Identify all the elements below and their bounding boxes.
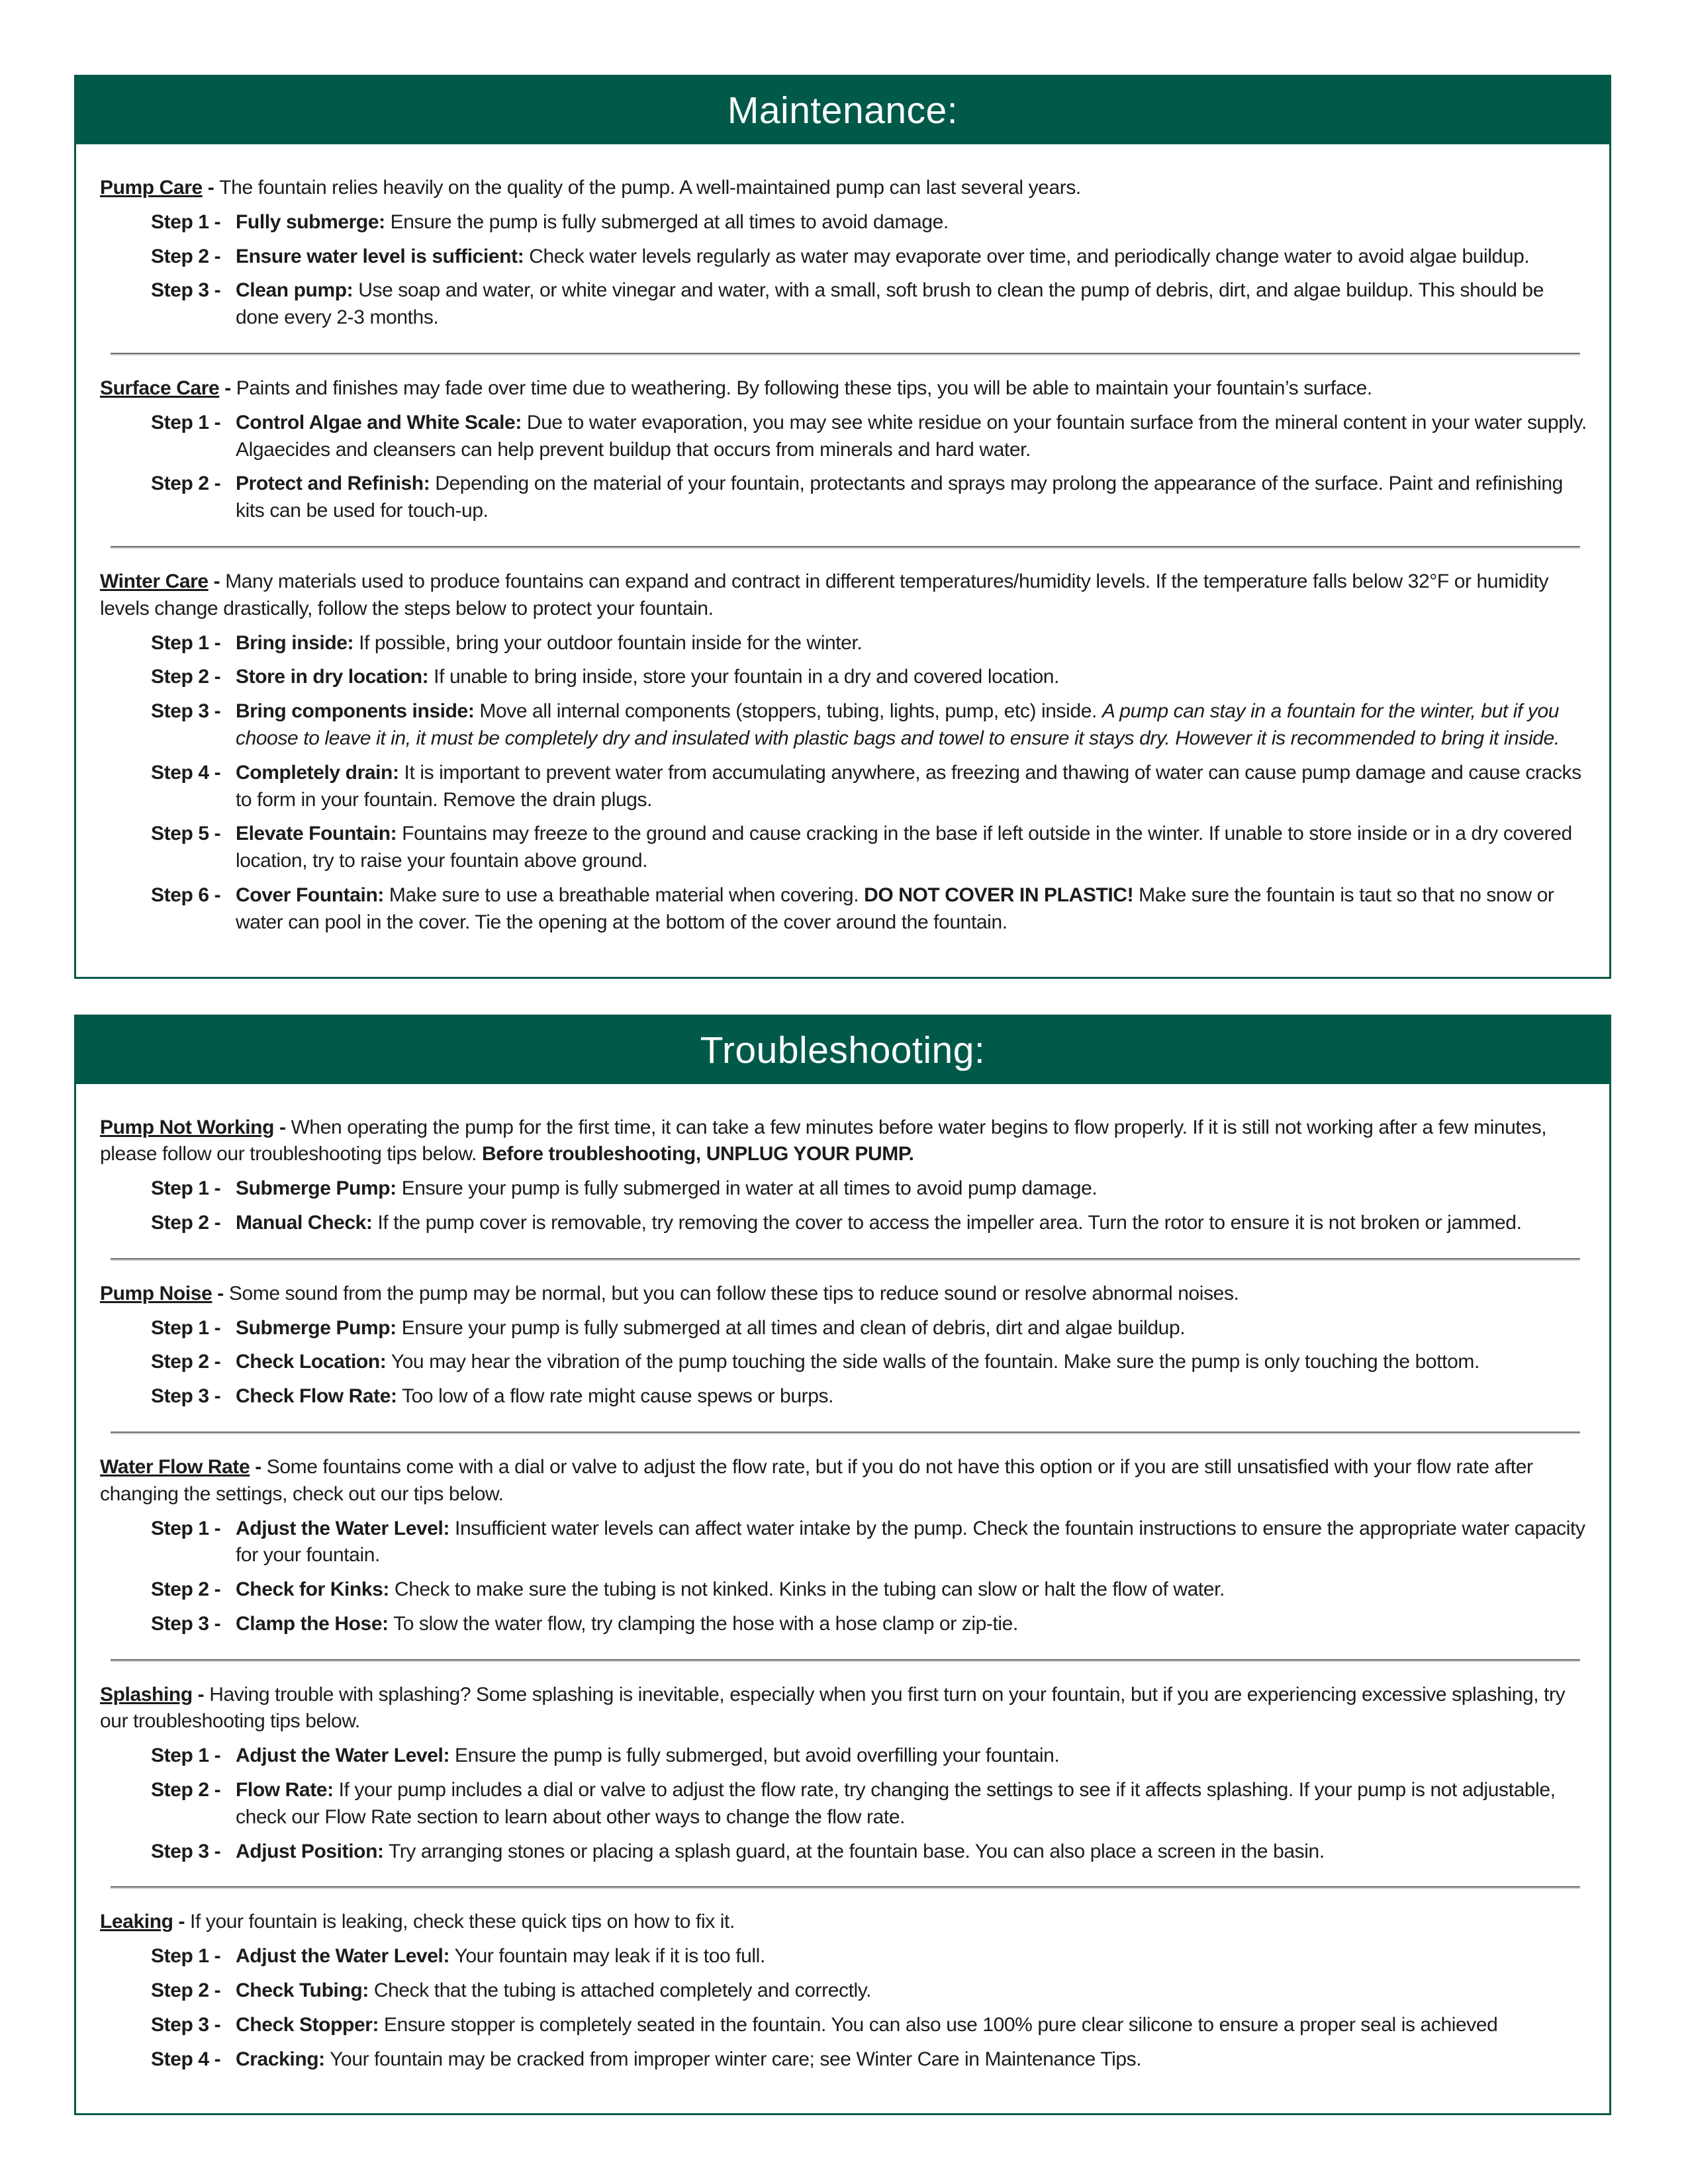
section-leaking xyxy=(100,1909,1591,2073)
section-dash: - xyxy=(219,377,236,399)
maintenance-header-bar xyxy=(76,77,1609,144)
step-title: Adjust the Water Level: xyxy=(236,1745,450,1767)
text-run: Move all internal components (stoppers, tubing, lights, pump, etc) inside. xyxy=(474,700,1102,723)
step-body xyxy=(236,410,1591,464)
text-run: Depending on the material of your fountain, protectants and sprays may prolong the appearance of the surface. Paint and refinishing kits can be used for touch-up. xyxy=(236,473,1563,522)
step-body xyxy=(236,1611,1591,1638)
text-run: Check water levels regularly as water may evaporate over time, and periodically change water to avoid algae buildup. xyxy=(524,245,1530,267)
step-title: Ensure water level is sufficient: xyxy=(236,245,524,267)
step-label: Step 2 - xyxy=(151,666,221,688)
step-body xyxy=(236,698,1591,752)
section-surface-care xyxy=(100,375,1591,525)
text-run: Ensure the pump is fully submerged at all times to avoid damage. xyxy=(385,210,949,233)
section-separator xyxy=(111,1886,1580,1889)
step-label: Step 2 - xyxy=(151,1779,221,1801)
troubleshooting-title: Troubleshooting: xyxy=(700,1028,986,1071)
step-title: Store in dry location: xyxy=(236,666,429,688)
step-label: Step 2 - xyxy=(151,1211,221,1234)
troubleshooting-content xyxy=(76,1084,1609,2114)
step-body xyxy=(236,2012,1591,2039)
step-row xyxy=(151,1839,1591,1866)
text-run: It is important to prevent water from accumulating anywhere, as freezing and thawing of water can cause pump damage and cause cracks to form in your fountain. Remove the drain plugs. xyxy=(236,761,1581,811)
step-row xyxy=(151,244,1591,271)
troubleshooting-header-bar xyxy=(76,1017,1609,1084)
section-intro xyxy=(100,375,1591,402)
step-row xyxy=(151,1943,1591,1970)
step-row xyxy=(151,209,1591,236)
step-body xyxy=(236,471,1591,525)
step-body xyxy=(236,630,1591,657)
step-title: Clean pump: xyxy=(236,279,353,302)
text-run: Use soap and water, or white vinegar and water, with a small, soft brush to clean the pump of debris, dirt, and algae buildup. This should be done every 2-3 months. xyxy=(236,279,1544,329)
step-title: Check for Kinks: xyxy=(236,1578,389,1601)
step-body xyxy=(236,1839,1591,1866)
section-water-flow-rate xyxy=(100,1454,1591,1638)
step-title: Submerge Pump: xyxy=(236,1177,397,1200)
text-run: Make sure to use a breathable material when covering. xyxy=(384,884,865,906)
section-dash: - xyxy=(202,177,220,199)
text-run: Having trouble with splashing? Some splashing is inevitable, especially when you first turn on your fountain, but if you are experiencing excessive splashing, try our troubleshooting tips below. xyxy=(100,1683,1566,1733)
step-row xyxy=(151,1175,1591,1203)
text-run: Your fountain may be cracked from improper winter care; see Winter Care in Maintenance Tips. xyxy=(324,2048,1142,2070)
step-title: Manual Check: xyxy=(236,1211,373,1234)
step-body xyxy=(236,1175,1591,1203)
section-intro xyxy=(100,1115,1591,1169)
text-run: If your pump includes a dial or valve to adjust the flow rate, try changing the settings to see if it affects splashing. If your pump is not adjustable, check our Flow Rate section to learn about other ways to change the flow rate. xyxy=(236,1779,1556,1828)
step-title: Fully submerge: xyxy=(236,210,385,233)
section-separator xyxy=(111,1432,1580,1434)
text-run: Check to make sure the tubing is not kinked. Kinks in the tubing can slow or halt the flow of water. xyxy=(389,1578,1225,1601)
step-title: Adjust the Water Level: xyxy=(236,1517,450,1539)
section-heading: Splashing xyxy=(100,1683,193,1706)
step-title: Check Location: xyxy=(236,1351,387,1373)
step-title: Elevate Fountain: xyxy=(236,823,397,845)
step-body xyxy=(236,1349,1591,1376)
step-label: Step 6 - xyxy=(151,884,221,906)
text-run: Too low of a flow rate might cause spews or burps. xyxy=(397,1385,834,1408)
section-separator xyxy=(111,353,1580,355)
step-title: Protect and Refinish: xyxy=(236,473,430,495)
step-row xyxy=(151,1743,1591,1770)
step-title: Control Algae and White Scale: xyxy=(236,411,522,433)
step-body xyxy=(236,1978,1591,2005)
step-row xyxy=(151,1516,1591,1570)
step-title: Submerge Pump: xyxy=(236,1316,397,1339)
section-intro xyxy=(100,1454,1591,1508)
section-heading: Leaking xyxy=(100,1911,173,1933)
step-title: Completely drain: xyxy=(236,761,399,784)
section-intro xyxy=(100,175,1591,202)
step-title: Check Flow Rate: xyxy=(236,1385,397,1408)
step-row xyxy=(151,698,1591,752)
step-title: Bring components inside: xyxy=(236,700,475,723)
step-title: Cracking: xyxy=(236,2048,325,2070)
step-body xyxy=(236,1743,1591,1770)
step-body xyxy=(236,1210,1591,1237)
section-intro xyxy=(100,1682,1591,1736)
step-row xyxy=(151,664,1591,691)
section-heading: Surface Care xyxy=(100,377,220,399)
maintenance-content xyxy=(76,144,1609,977)
step-row xyxy=(151,1978,1591,2005)
step-body xyxy=(236,1383,1591,1410)
step-label: Step 2 - xyxy=(151,473,221,495)
text-run: If unable to bring inside, store your fountain in a dry and covered location. xyxy=(428,666,1059,688)
step-body xyxy=(236,1943,1591,1970)
step-title: Adjust the Water Level: xyxy=(236,1945,450,1968)
text-run: Fountains may freeze to the ground and cause cracking in the base if left outside in the winter. If unable to store inside or in a dry covered location, try to raise your fountain above ground. xyxy=(236,823,1572,872)
step-row xyxy=(151,1349,1591,1376)
step-row xyxy=(151,630,1591,657)
text-run: Ensure your pump is fully submerged at all times and clean of debris, dirt and algae buildup. xyxy=(396,1316,1186,1339)
step-row xyxy=(151,2012,1591,2039)
step-label: Step 1 - xyxy=(151,1945,221,1968)
step-body xyxy=(236,244,1591,271)
step-title: Bring inside: xyxy=(236,631,354,654)
step-row xyxy=(151,2046,1591,2073)
step-row xyxy=(151,410,1591,464)
section-intro xyxy=(100,1281,1591,1308)
step-label: Step 4 - xyxy=(151,761,221,784)
step-label: Step 1 - xyxy=(151,631,221,654)
step-label: Step 3 - xyxy=(151,700,221,723)
section-pump-care xyxy=(100,175,1591,332)
step-title: Check Tubing: xyxy=(236,1979,369,2002)
step-row xyxy=(151,1777,1591,1831)
text-run: The fountain relies heavily on the quality of the pump. A well-maintained pump can last several years. xyxy=(219,177,1081,199)
step-label: Step 1 - xyxy=(151,210,221,233)
step-label: Step 1 - xyxy=(151,1745,221,1767)
section-dash: - xyxy=(173,1911,191,1933)
step-label: Step 5 - xyxy=(151,823,221,845)
step-body xyxy=(236,821,1591,875)
text-run: Paints and finishes may fade over time due to weathering. By following these tips, you will be able to maintain your fountain’s surface. xyxy=(236,377,1372,399)
text-run: Some fountains come with a dial or valve to adjust the flow rate, but if you do not have this option or if you are still unsatisfied with your flow rate after changing the settings, check out our tips below. xyxy=(100,1455,1533,1505)
section-heading: Winter Care xyxy=(100,570,209,592)
step-row xyxy=(151,821,1591,875)
section-intro xyxy=(100,569,1591,623)
text-run: Check that the tubing is attached completely and correctly. xyxy=(368,1979,872,2002)
text-run: Due to water evaporation, you may see white residue on your fountain surface from the mineral content in your water supply. Algaecides and cleansers can help prevent buildup that occurs from minerals and hard water. xyxy=(236,411,1587,461)
text-run: Ensure the pump is fully submerged, but avoid overfilling your fountain. xyxy=(449,1745,1060,1767)
section-winter-care xyxy=(100,569,1591,936)
maintenance-box xyxy=(74,75,1611,979)
step-label: Step 3 - xyxy=(151,279,221,302)
step-label: Step 2 - xyxy=(151,1351,221,1373)
section-intro xyxy=(100,1909,1591,1936)
text-run: Ensure stopper is completely seated in the fountain. You can also use 100% pure clear silicone to ensure a proper seal is achieved xyxy=(379,2013,1498,2036)
step-title: Clamp the Hose: xyxy=(236,1612,389,1635)
text-run: To slow the water flow, try clamping the hose with a hose clamp or zip-tie. xyxy=(388,1612,1018,1635)
step-body xyxy=(236,2046,1591,2073)
step-body xyxy=(236,209,1591,236)
section-separator xyxy=(111,546,1580,549)
text-run: Try arranging stones or placing a splash guard, at the fountain base. You can also place a screen in the basin. xyxy=(383,1840,1325,1862)
text-run: You may hear the vibration of the pump touching the side walls of the fountain. Make sure the pump is only touching the bottom. xyxy=(386,1351,1479,1373)
step-label: Step 2 - xyxy=(151,1979,221,2002)
section-dash: - xyxy=(274,1116,291,1138)
section-separator xyxy=(111,1258,1580,1261)
step-label: Step 1 - xyxy=(151,1177,221,1200)
section-dash: - xyxy=(212,1282,229,1304)
step-body xyxy=(236,882,1591,936)
step-body xyxy=(236,1576,1591,1604)
section-heading: Pump Care xyxy=(100,177,203,199)
section-dash: - xyxy=(250,1455,267,1478)
troubleshooting-box xyxy=(74,1015,1611,2116)
step-row xyxy=(151,471,1591,525)
text-run: If possible, bring your outdoor fountain inside for the winter. xyxy=(353,631,863,654)
step-body xyxy=(236,760,1591,814)
step-body xyxy=(236,1777,1591,1831)
step-title: Check Stopper: xyxy=(236,2013,379,2036)
section-dash: - xyxy=(208,570,226,592)
step-label: Step 3 - xyxy=(151,1840,221,1862)
section-heading: Pump Noise xyxy=(100,1282,212,1304)
step-row xyxy=(151,1576,1591,1604)
text-run: If your fountain is leaking, check these quick tips on how to fix it. xyxy=(190,1911,735,1933)
step-row xyxy=(151,277,1591,332)
text-run: Before troubleshooting, UNPLUG YOUR PUMP. xyxy=(481,1143,914,1165)
section-dash: - xyxy=(192,1683,210,1706)
step-title: Adjust Position: xyxy=(236,1840,384,1862)
step-row xyxy=(151,882,1591,936)
text-run: A pump can stay in a fountain for the winter, but if you choose to leave it in, it must be completely dry and insulated with plastic bags and towel to ensure it stays dry. However it is recommended to bring it inside. xyxy=(236,700,1560,749)
text-run: Your fountain may leak if it is too full. xyxy=(449,1945,765,1968)
maintenance-title: Maintenance: xyxy=(727,89,959,132)
step-body xyxy=(236,1315,1591,1342)
text-run: DO NOT COVER IN PLASTIC! xyxy=(864,884,1134,906)
step-row xyxy=(151,1383,1591,1410)
section-pump-noise xyxy=(100,1281,1591,1410)
step-row xyxy=(151,1611,1591,1638)
step-body xyxy=(236,664,1591,691)
step-title: Flow Rate: xyxy=(236,1779,334,1801)
section-splashing xyxy=(100,1682,1591,1866)
step-body xyxy=(236,1516,1591,1570)
step-label: Step 1 - xyxy=(151,1316,221,1339)
step-label: Step 2 - xyxy=(151,1578,221,1601)
step-label: Step 3 - xyxy=(151,2013,221,2036)
text-run: Insufficient water levels can affect water intake by the pump. Check the fountain instructions to ensure the appropriate water capacity for your fountain. xyxy=(236,1517,1585,1567)
section-separator xyxy=(111,1659,1580,1662)
step-label: Step 4 - xyxy=(151,2048,221,2070)
step-body xyxy=(236,277,1591,332)
text-run: Ensure your pump is fully submerged in water at all times to avoid pump damage. xyxy=(396,1177,1098,1200)
step-label: Step 1 - xyxy=(151,1517,221,1539)
section-heading: Water Flow Rate xyxy=(100,1455,250,1478)
step-label: Step 1 - xyxy=(151,411,221,433)
step-row xyxy=(151,1210,1591,1237)
step-row xyxy=(151,760,1591,814)
step-label: Step 3 - xyxy=(151,1612,221,1635)
text-run: When operating the pump for the first time, it can take a few minutes before water begins to flow properly. If it is still not working after a few minutes, please follow our troubleshooting tips below. xyxy=(100,1116,1547,1165)
step-label: Step 2 - xyxy=(151,245,221,267)
step-title: Cover Fountain: xyxy=(236,884,384,906)
section-pump-not-working xyxy=(100,1115,1591,1237)
text-run: Make sure the fountain is taut so that no snow or water can pool in the cover. Tie the opening at the bottom of the cover around the fountain. xyxy=(236,884,1554,933)
text-run: Some sound from the pump may be normal, but you can follow these tips to reduce sound or resolve abnormal noises. xyxy=(228,1282,1239,1304)
text-run: Many materials used to produce fountains can expand and contract in different temperatures/humidity levels. If the temperature falls below 32°F or humidity levels change drastically, follow the steps below to protect your fountain. xyxy=(100,570,1549,619)
step-label: Step 3 - xyxy=(151,1385,221,1408)
step-row xyxy=(151,1315,1591,1342)
section-heading: Pump Not Working xyxy=(100,1116,275,1138)
text-run: If the pump cover is removable, try removing the cover to access the impeller area. Turn the rotor to ensure it is not broken or jammed. xyxy=(372,1211,1522,1234)
